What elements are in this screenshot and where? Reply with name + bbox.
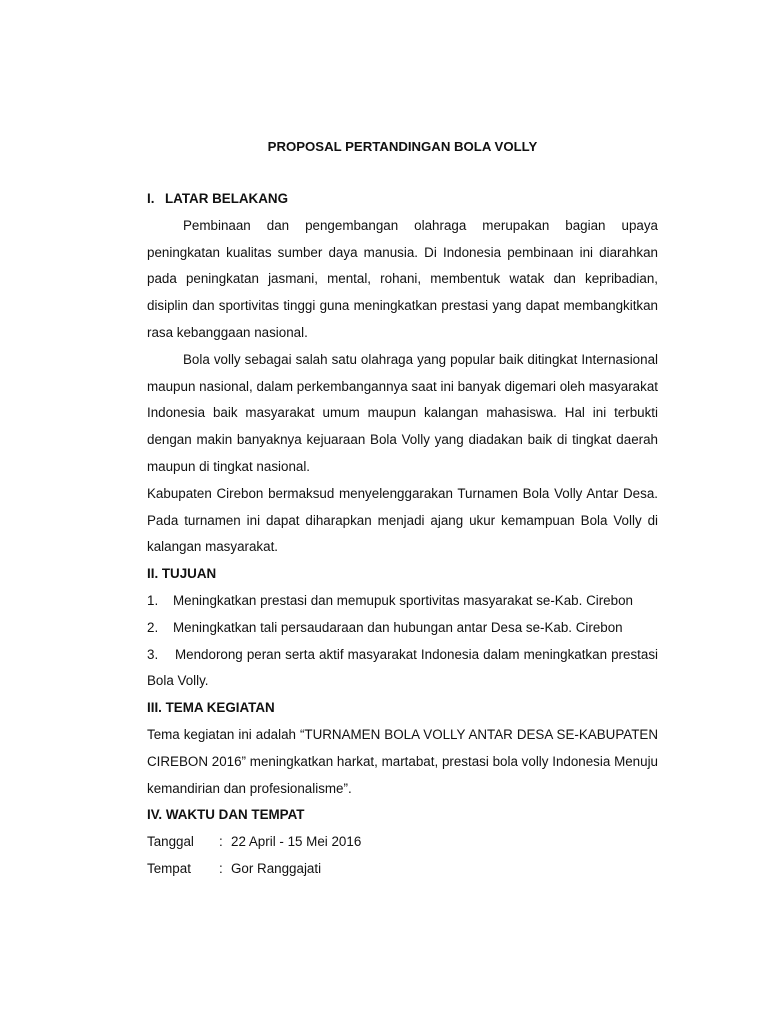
document-title: PROPOSAL PERTANDINGAN BOLA VOLLY (267, 139, 538, 154)
section-heading-latar-belakang (147, 186, 658, 213)
section-heading-waktu-tempat: IV. WAKTU DAN TEMPAT (147, 807, 305, 823)
info-row-tanggal (147, 829, 658, 856)
info-label: Tanggal (147, 834, 194, 850)
section-heading-text: LATAR BELAKANG (165, 191, 288, 206)
list-item-number: 1. (147, 592, 159, 608)
info-row-tempat (147, 856, 658, 883)
section-heading-tujuan: II. TUJUAN (147, 566, 217, 582)
list-item (147, 642, 658, 696)
section-heading-tema-kegiatan: III. TEMA KEGIATAN (147, 700, 275, 716)
list-item-text: Meningkatkan tali persaudaraan dan hubungan antar Desa se-Kab. Cirebon (173, 619, 623, 635)
list-item-text: Mendorong peran serta aktif masyarakat Indonesia dalam meningkatkan prestasi Bola Volly. (147, 646, 658, 689)
info-separator: : (219, 860, 223, 876)
info-value: 22 April - 15 Mei 2016 (231, 834, 362, 850)
paragraph-kabupaten-cirebon: Kabupaten Cirebon bermaksud menyelenggarakan Turnamen Bola Volly Antar Desa. Pada turnamen ini dapat diharapkan menjadi ajang ukur kemampuan Bola Volly di kalangan masyarakat. (147, 485, 658, 555)
paragraph-tema: Tema kegiatan ini adalah “TURNAMEN BOLA VOLLY ANTAR DESA SE-KABUPATEN CIREBON 2016” meningkatkan harkat, martabat, prestasi bola volly Indonesia Menuju kemandirian dan profesionalisme”. (147, 726, 658, 796)
list-item-number: 3. (147, 646, 159, 662)
paragraph-bola-volly: Bola volly sebagai salah satu olahraga yang popular baik ditingkat Internasional maupun nasional, dalam perkembangannya saat ini banyak digemari oleh masyarakat Indonesia baik masyarakat umum maupun kalangan mahasiswa. Hal ini terbukti dengan makin banyaknya kejuaraan Bola Volly yang diadakan baik di tingkat daerah maupun di tingkat nasional. (147, 351, 658, 474)
info-separator: : (219, 834, 223, 850)
list-item (147, 588, 658, 615)
paragraph-pembinaan: Pembinaan dan pengembangan olahraga merupakan bagian upaya peningkatan kualitas sumber daya manusia. Di Indonesia pembinaan ini diarahkan pada peningkatan jasmani, mental, rohani, membentuk watak dan kepribadian, disiplin dan sportivitas tinggi guna meningkatkan prestasi yang dapat membangkitkan rasa kebanggaan nasional. (147, 217, 658, 340)
info-label: Tempat (147, 860, 191, 876)
document-body (147, 134, 658, 883)
list-item-text: Meningkatkan prestasi dan memupuk sportivitas masyarakat se-Kab. Cirebon (173, 592, 633, 608)
list-item-number: 2. (147, 619, 159, 635)
section-number: I. (147, 191, 155, 206)
list-item (147, 615, 658, 642)
info-value: Gor Ranggajati (231, 860, 322, 876)
